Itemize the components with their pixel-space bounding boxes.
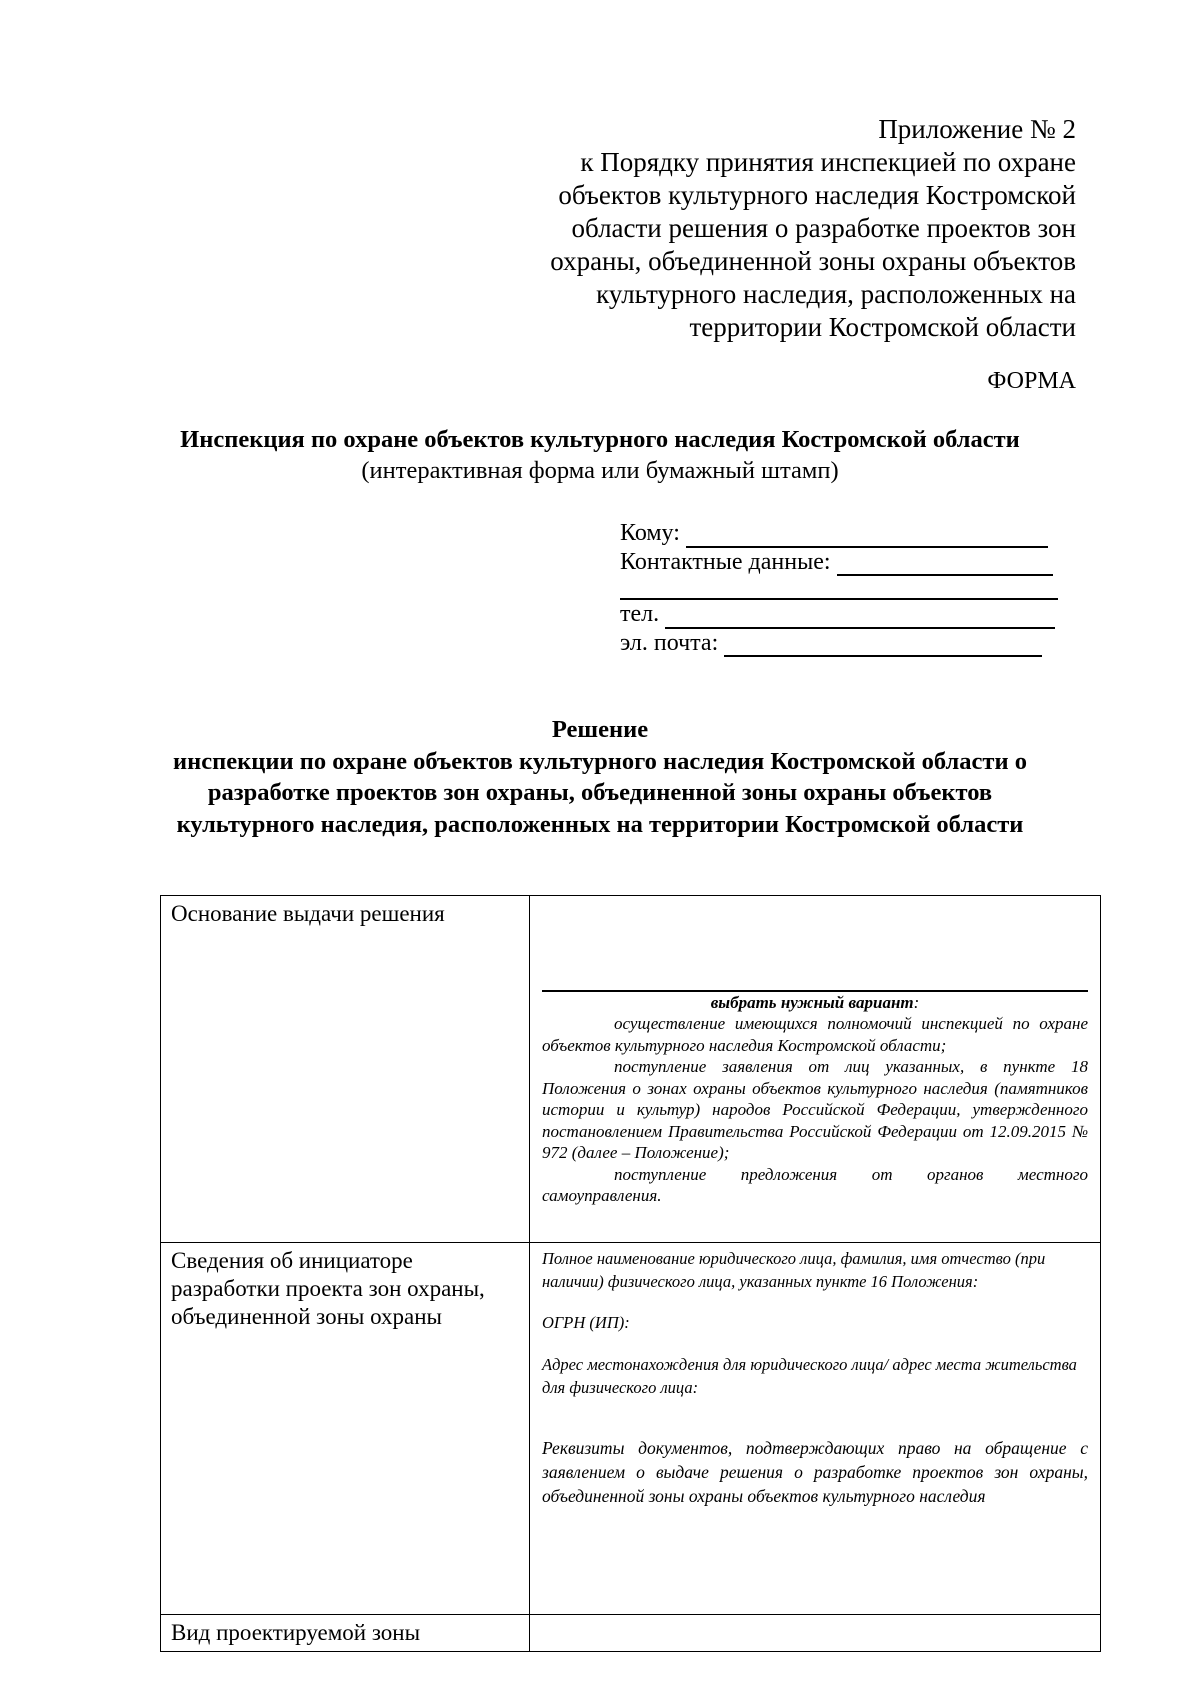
table-row-initiator — [161, 1243, 1101, 1615]
phone-label: тел. — [620, 601, 660, 627]
contact-label: Контактные данные: — [620, 548, 831, 575]
variant-heading — [542, 992, 1088, 1013]
appendix-header — [550, 113, 1076, 344]
initiator-field-ogrn: ОГРН (ИП): — [542, 1313, 630, 1332]
phone-row — [620, 600, 1058, 629]
initiator-field-documents: Реквизиты документов, подтверждающих право на обращение с заявлением о выдаче решения о разработке проектов зон охраны, объединенной зоны охраны объектов культурного наследия — [542, 1438, 1088, 1506]
appendix-line: культурного наследия, расположенных на — [596, 279, 1076, 309]
form-label: ФОРМА — [987, 368, 1076, 394]
initiator-fields — [542, 1243, 1088, 1508]
appendix-line: объектов культурного наследия Костромской — [558, 180, 1076, 210]
to-row — [620, 519, 1058, 548]
phone-field[interactable] — [665, 605, 1055, 629]
decision-table — [160, 895, 1101, 1652]
contact-field[interactable] — [837, 552, 1053, 576]
appendix-line: охраны, объединенной зоны охраны объектов — [550, 246, 1076, 276]
decision-heading — [0, 714, 1200, 840]
table-row-zone-type — [161, 1615, 1101, 1652]
initiator-field-name: Полное наименование юридического лица, фамилия, имя отчество (при наличии) физического лица, указанных пункте 16 Положения: — [542, 1249, 1046, 1291]
organization-block — [0, 424, 1200, 486]
initiator-cell[interactable] — [530, 1243, 1101, 1615]
variant-heading-text: выбрать нужный вариант — [710, 993, 914, 1012]
appendix-line: Приложение № 2 — [878, 114, 1076, 144]
contact-field-continued[interactable] — [620, 576, 1058, 600]
basis-cell[interactable] — [530, 896, 1101, 1243]
email-field[interactable] — [724, 633, 1042, 657]
organization-name: Инспекция по охране объектов культурного наследия Костромской области — [180, 426, 1020, 453]
basis-label: Основание выдачи решения — [161, 896, 530, 1243]
contact-row — [620, 548, 1058, 577]
initiator-label: Сведения об инициаторе разработки проекта зон охраны, объединенной зоны охраны — [161, 1243, 530, 1615]
email-row — [620, 629, 1058, 658]
variant-heading-colon: : — [913, 993, 920, 1012]
zone-type-value[interactable] — [530, 1615, 1101, 1652]
to-label: Кому: — [620, 520, 680, 546]
initiator-field-address: Адрес местонахождения для юридического лица/ адрес места жительства для физического лица: — [542, 1355, 1077, 1397]
appendix-line: к Порядку принятия инспекцией по охране — [580, 147, 1076, 177]
appendix-line: территории Костромской области — [689, 312, 1076, 342]
organization-note: (интерактивная форма или бумажный штамп) — [361, 457, 839, 484]
zone-type-label: Вид проектируемой зоны — [161, 1615, 530, 1652]
decision-subtitle-line: инспекции по охране объектов культурного наследия Костромской области о — [173, 747, 1027, 775]
to-field[interactable] — [686, 524, 1048, 548]
email-label: эл. почта: — [620, 629, 719, 656]
decision-subtitle-line: культурного наследия, расположенных на территории Костромской области — [176, 810, 1024, 838]
basis-option[interactable]: поступление заявления от лиц указанных, в пункте 18 Положения о зонах охраны объектов культурного наследия (памятников истории и культур) народов Российской Федерации, утвержденного постановлением Правительства Российской Федерации от 12.09.2015 № 972 (далее – Положение); — [542, 1057, 1088, 1162]
decision-subtitle-line: разработке проектов зон охраны, объединенной зоны охраны объектов — [207, 779, 993, 806]
appendix-line: области решения о разработке проектов зон — [571, 213, 1076, 243]
basis-option[interactable]: поступление предложения от органов местного самоуправления. — [542, 1164, 1088, 1205]
table-row-basis — [161, 896, 1101, 1243]
contacts-block — [620, 519, 1058, 657]
basis-option[interactable]: осуществление имеющихся полномочий инспекцией по охране объектов культурного наследия Костромской области; — [542, 1014, 1088, 1055]
decision-title: Решение — [551, 716, 649, 743]
